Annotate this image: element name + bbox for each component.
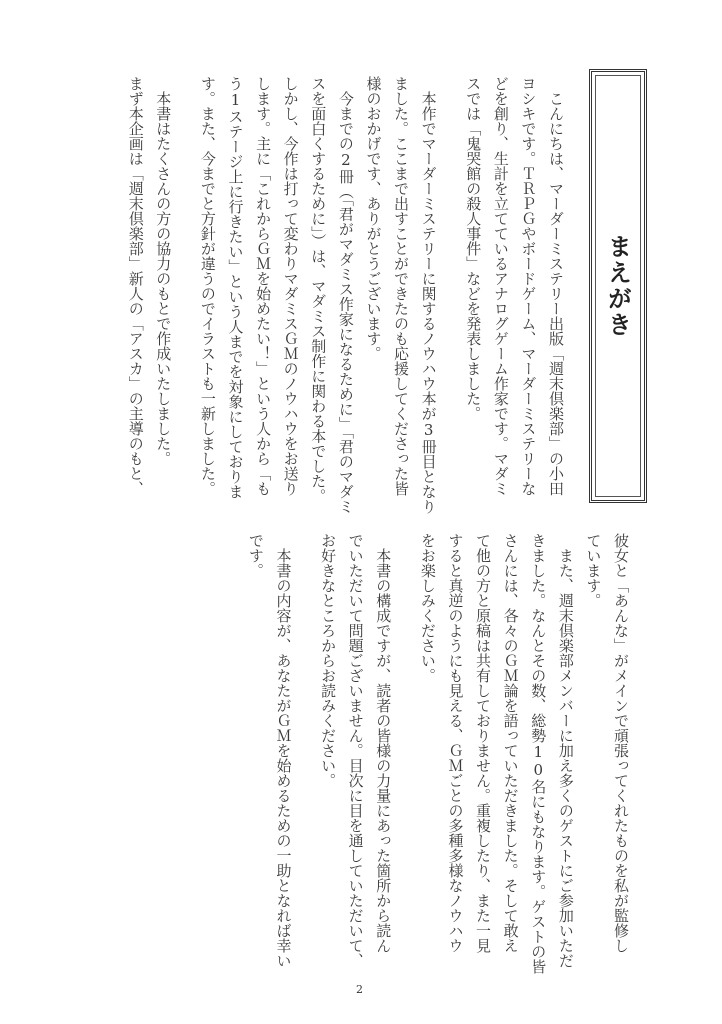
text-line: ています。 [584,533,603,608]
text-line: す。また、今までと方針が違うのでイラストも一新しました。 [198,76,217,496]
text-line: します。主に「これからＧＭを始めたい！」という人から「も [254,76,273,496]
text-line: どを創り、生計を立てているアナログゲーム作家です。マダミ [491,76,510,496]
text-line: 彼女と「あんな」がメインで頑張ってくれたものを私が監修し [612,533,630,953]
text-line: また、週末倶楽部メンバーに加え多くのゲストにご参加いただ [556,533,575,968]
text-line: をお楽しみください。 [418,533,437,683]
text-line: でいただいて問題ございません。目次に目を通していただいて、 [346,533,365,968]
text-line: て他の方と原稿は共有しておりません。重複したり、また一見 [474,533,493,953]
text-line: 本書の内容が、あなたがＧＭを始めるための一助となれば幸い [274,533,293,968]
text-line: 本作でマーダーミステリーに関するノウハウ本が3冊目となり [419,76,438,514]
text-line: こんにちは、マーダーミステリー出版「週末倶楽部」の小田 [547,76,565,496]
page-number: 2 [356,983,363,996]
text-line: 様のおかげです、ありがとうございます。 [364,76,383,361]
text-line: ヨシキです。ＴＲＰＧやボードゲーム、マーダーミステリーな [519,76,538,496]
text-line: スを面白くするために」）は、マダミス制作に関わる本でした。 [309,76,328,504]
text-section [121,76,176,506]
text-line: 本書はたくさんの方の協力のもとで作成いたしました。 [154,76,173,466]
text-line: う1ステージ上に行きたい」という人までを対象にしておりま [226,76,245,499]
text-section [193,76,441,514]
text-line: です。 [246,533,265,578]
text-section [459,76,569,506]
text-line: ました。ここまで出すことができたのも応援してくださった皆 [392,76,411,496]
page-title: まえがき [603,234,632,338]
text-line: お好きなところからお読みください。 [319,533,338,788]
text-section [241,533,296,973]
text-block-bottom [241,533,634,973]
text-line: 本書の構成ですが、読者の皆様の力量にあった箇所から読ん [374,533,393,953]
title-box [589,69,647,503]
text-line: すると真逆のようにも見える、ＧＭごとの多種多様なノウハウ [446,533,465,953]
text-line: さんには、各々のＧＭ論を語っていただきました。そして敢え [501,533,520,953]
text-line: しかし、今作は打って変わりマダミスＧＭのノウハウをお送り [281,76,300,496]
text-line: まず本企画は「週末倶楽部」新人の「アスカ」の主導のもと、 [126,76,145,496]
text-section [313,533,396,973]
text-line: きました。なんとその数、総勢10名にもなります。ゲストの皆 [529,533,548,974]
text-line: スでは「鬼哭館の殺人事件」などを発表しました。 [464,76,483,421]
text-line: 今までの2冊（「君がマダミス作家になるために」「君のマダミ [336,76,355,514]
text-section [413,533,634,973]
text-block-top [121,76,569,514]
